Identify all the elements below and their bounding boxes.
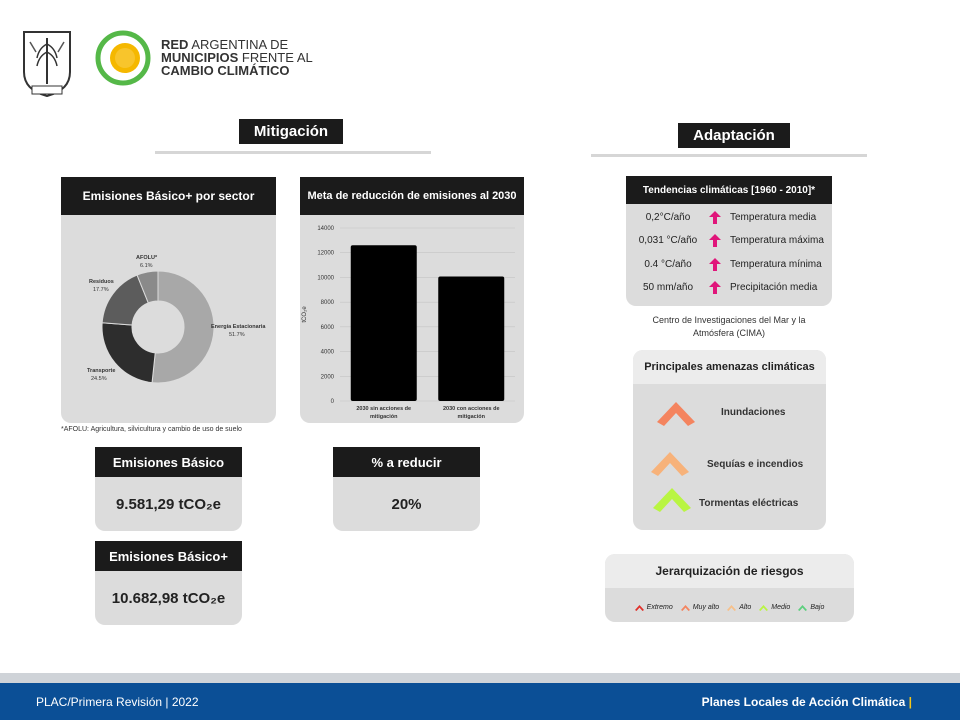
target-chart-title: Meta de reducción de emisiones al 2030	[300, 177, 524, 215]
trend-label: Precipitación media	[730, 282, 818, 293]
risk-level-label: Muy alto	[692, 604, 720, 611]
bar-category-label: mitigación	[369, 414, 398, 420]
trend-up-arrow-icon	[706, 234, 724, 247]
threat-label: Sequías e incendios	[707, 459, 804, 470]
trends-title: Tendencias climáticas [1960 - 2010]*	[626, 176, 832, 204]
footer-bar	[0, 683, 960, 720]
donut-slice-value: 17.7%	[93, 287, 109, 293]
trend-rate: 0.4 °C/año	[644, 258, 692, 270]
footer-right-label: Planes Locales de Acción Climática	[701, 695, 906, 709]
risk-level-label: Medio	[771, 604, 791, 611]
municipal-crest-logo	[18, 22, 76, 98]
threat-chevron-icon	[651, 450, 689, 481]
risk-chevron-icon	[759, 604, 768, 611]
donut-slice-label: AFOLU*	[136, 255, 158, 261]
adaptation-title: Adaptación	[678, 123, 790, 148]
trend-label: Temperatura media	[730, 211, 817, 223]
threat-label: Inundaciones	[721, 407, 786, 418]
trend-rate: 0,2°C/año	[645, 211, 691, 223]
donut-slice-value: 51.7%	[229, 332, 245, 338]
sector-donut-chart	[61, 215, 276, 420]
donut-slice-label: Transporte	[87, 368, 116, 374]
bar-y-tick: 0	[330, 399, 334, 405]
risk-chevron-icon	[635, 604, 644, 611]
trends-source	[626, 314, 832, 340]
bar-category-label: 2030 con acciones de	[442, 406, 500, 412]
risk-level-label: Bajo	[810, 604, 825, 611]
bar-y-tick: 8000	[320, 300, 334, 307]
logo-line1-rest: ARGENTINA DE	[191, 37, 289, 52]
trends-source-line1: Centro de Investigaciones del Mar y la	[652, 315, 806, 325]
risk-chevron-icon	[681, 604, 690, 611]
bar-category-label: 2030 sin acciones de	[356, 406, 412, 412]
donut-hole	[132, 301, 184, 353]
trend-rate: 50 mm/año	[642, 282, 694, 293]
trend-row	[630, 253, 830, 275]
bar-y-tick: 6000	[320, 324, 334, 331]
sector-chart-title: Emisiones Básico+ por sector	[61, 177, 276, 215]
basic-plus-emissions-value: 10.682,98 tCO₂e	[111, 589, 226, 607]
basic-plus-emissions-label: Emisiones Básico+	[95, 541, 242, 571]
trend-row	[630, 206, 830, 228]
reduce-value: 20%	[391, 495, 422, 513]
threat-chevron-icon	[657, 400, 695, 431]
bar-y-axis-label: tCO₂e	[302, 306, 308, 323]
trend-row	[630, 230, 830, 252]
risk-level-item	[798, 604, 824, 611]
footer-stripe	[0, 673, 960, 683]
threats-list	[633, 388, 826, 528]
trend-label: Temperatura máxima	[730, 235, 824, 246]
basic-emissions-value: 9.581,29 tCO₂e	[115, 495, 222, 513]
trends-source-line2: Atmósfera (CIMA)	[692, 328, 765, 338]
risk-level-item	[759, 604, 790, 611]
bar-y-tick: 4000	[320, 349, 334, 356]
bar-rect	[351, 245, 417, 401]
bar-rect	[438, 276, 504, 401]
donut-slice-label: Energía Estacionaria	[211, 324, 266, 330]
footer-left-text: PLAC/Primera Revisión | 2022	[36, 695, 199, 709]
trend-up-arrow-icon	[706, 281, 724, 294]
threat-chevron-icon	[653, 486, 691, 517]
bar-y-tick: 10000	[317, 275, 334, 282]
risk-level-label: Extremo	[646, 604, 673, 611]
mitigation-title: Mitigación	[239, 119, 343, 144]
bar-y-tick: 2000	[320, 374, 334, 381]
logo-line3: CAMBIO CLIMÁTICO	[161, 63, 290, 78]
basic-emissions-label: Emisiones Básico	[95, 447, 242, 477]
risk-title: Jerarquización de riesgos	[605, 554, 854, 588]
logo-line1-bold: RED	[161, 37, 189, 52]
trend-label: Temperatura mínima	[730, 258, 822, 270]
risk-level-item	[681, 604, 719, 611]
threat-label: Tormentas eléctricas	[699, 498, 799, 509]
mitigation-divider	[155, 151, 431, 154]
afolu-footnote: *AFOLU: Agricultura, silvicultura y cambio de uso de suelo	[61, 426, 242, 433]
bar-category-label: mitigación	[457, 414, 486, 420]
trend-row	[630, 277, 830, 299]
risk-chevron-icon	[798, 604, 807, 611]
reduce-label: % a reducir	[333, 447, 480, 477]
risk-chevron-icon	[727, 604, 736, 611]
trends-list	[630, 206, 830, 304]
red-argentina-logo	[95, 30, 325, 86]
risk-level-item	[727, 604, 751, 611]
trend-rate: 0,031 °C/año	[638, 235, 698, 246]
bar-y-tick: 12000	[317, 250, 334, 257]
donut-slice-label: Residuos	[89, 279, 114, 285]
trend-up-arrow-icon	[706, 211, 724, 224]
risk-level-item	[635, 604, 673, 611]
threats-title: Principales amenazas climáticas	[633, 350, 826, 384]
logo-line2-bold: MUNICIPIOS	[161, 50, 239, 65]
bar-y-tick: 14000	[317, 226, 334, 232]
donut-slice-value: 24.5%	[91, 376, 107, 382]
donut-slice-value: 6.1%	[140, 263, 153, 269]
risk-level-label: Alto	[739, 604, 752, 611]
footer-separator: |	[908, 695, 912, 709]
footer-right-text	[702, 695, 912, 709]
risk-legend	[605, 598, 854, 616]
trend-up-arrow-icon	[706, 258, 724, 271]
target-bar-chart	[300, 215, 524, 423]
sun-leaf-icon	[95, 30, 151, 86]
logo-line2-rest: FRENTE AL	[241, 50, 313, 65]
adaptation-divider	[591, 154, 867, 157]
